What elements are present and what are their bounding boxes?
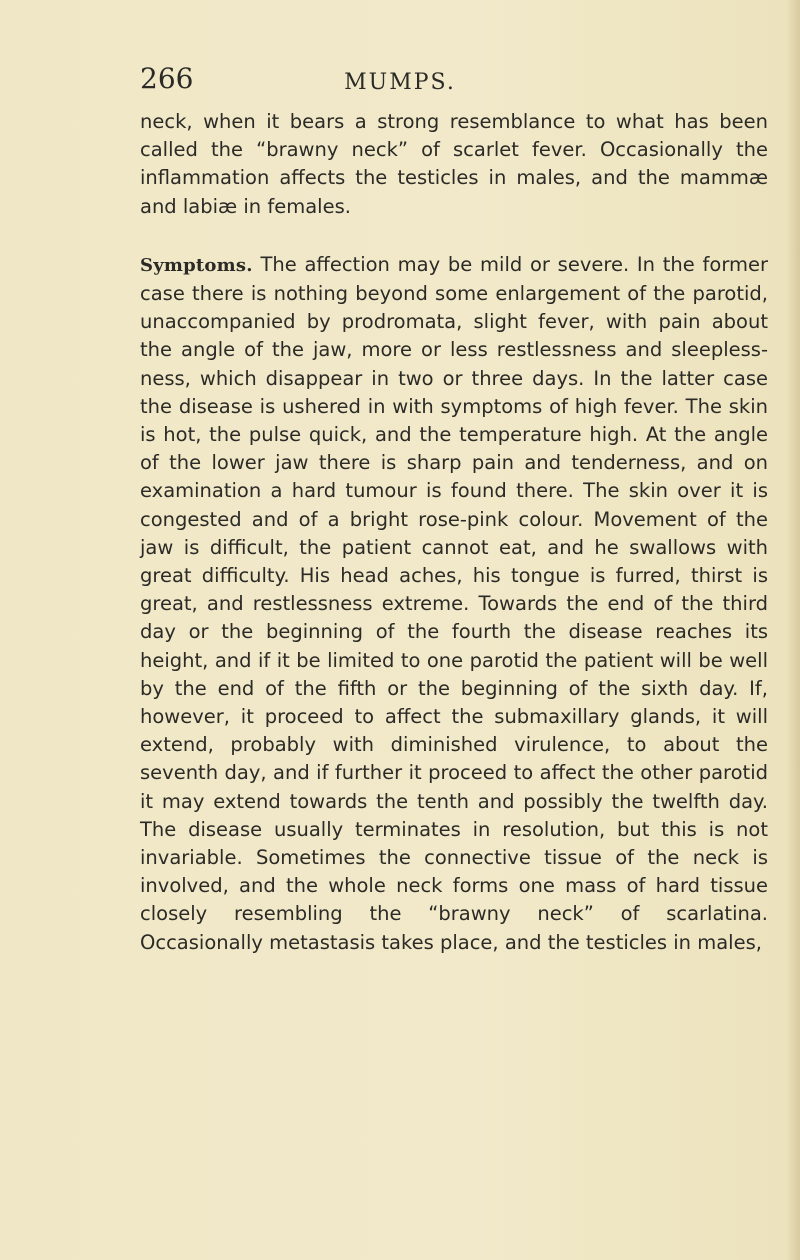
- section-heading-symptoms: Symptoms.: [140, 254, 253, 276]
- body-text: [140, 108, 768, 957]
- page-edge-shadow: [786, 0, 800, 1260]
- running-title: MUMPS.: [344, 70, 456, 95]
- paragraph-symptoms: [140, 251, 768, 957]
- paragraph-continuation: neck, when it bears a strong resemblance to what has been called the “brawny neck” of scarlet fever. Occasionally the inflammation affects the testicles in males, and the mammæ and labiæ in females.: [140, 110, 768, 218]
- symptoms-text: The affection may be mild or severe. In the former case there is nothing beyond some enlargement of the parotid, unaccompanied by prodromata, slight fever, with pain about the angle of the jaw, more or less restlessness and sleeplessness, which disappear in two or three days. In the latter case the disease is ushered in with symptoms of high fever. The skin is hot, the pulse quick, and the temperature high. At the angle of the lower jaw there is sharp pain and tenderness, and on examination a hard tumour is found there. The skin over it is congested and of a bright rose-pink colour. Movement of the jaw is difficult, the patient cannot eat, and he swallows with great difficulty. His head aches, his tongue is furred, thirst is great, and restlessness extreme. Towards the end of the third day or the beginning of the fourth the disease reaches its height, and if it be limited to one parotid the patient will be well by the end of the fifth or the beginning of the sixth day. If, however, it proceed to affect the submaxillary glands, it will extend, probably with diminished virulence, to about the seventh day, and if further it proceed to affect the other parotid it may extend towards the tenth and possibly the twelfth day. The disease usually terminates in resolution, but this is not invariable. Sometimes the connective tissue of the neck is involved, and the whole neck forms one mass of hard tissue closely resembling the “brawny neck” of scarlatina. Occasionally metastasis takes place, and the testicles in males,: [140, 252, 769, 954]
- page-number: 266: [140, 62, 194, 95]
